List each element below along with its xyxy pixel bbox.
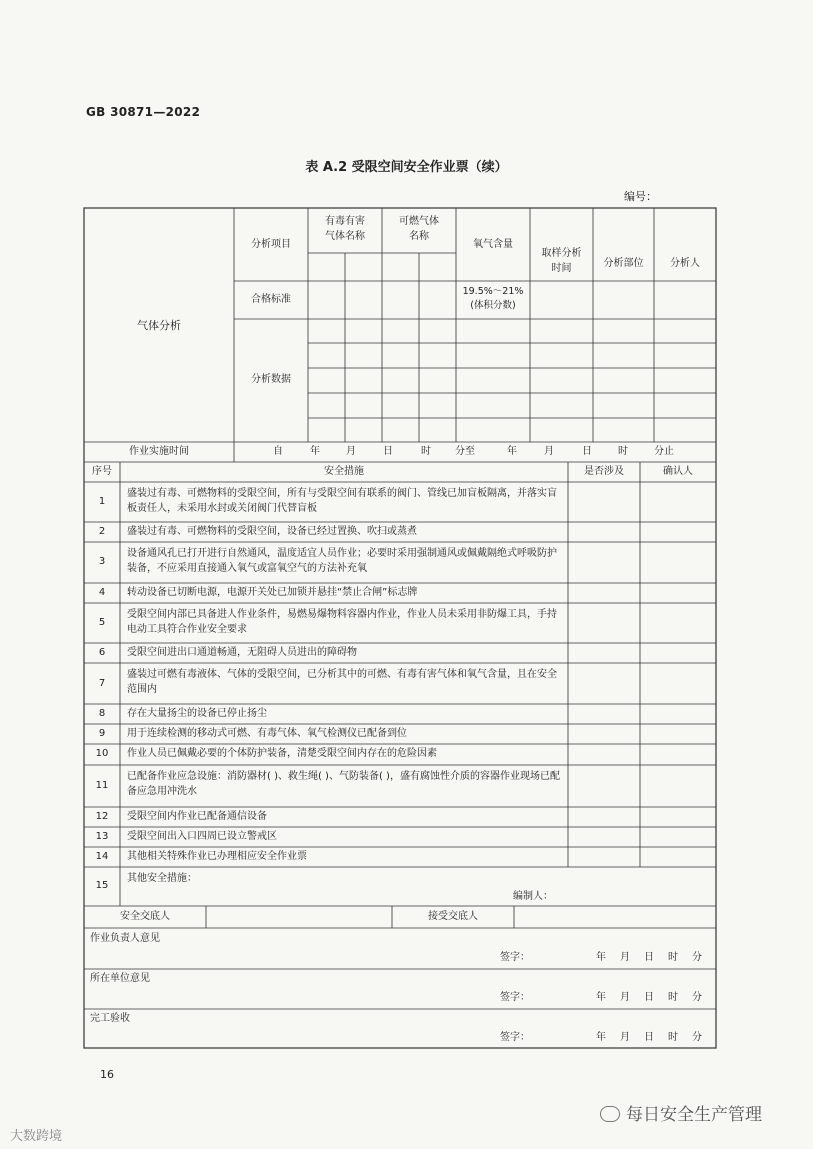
wechat-icon <box>600 1106 620 1122</box>
sign-hour: 时 <box>668 952 678 963</box>
work-time-day: 日 <box>383 446 393 457</box>
measure-no-header: 序号 <box>92 466 112 477</box>
measure-text: 受限空间进出口通道畅通，无阻碍人员进出的障碍物 <box>127 647 357 658</box>
analysis-data-label: 分析数据 <box>251 374 291 385</box>
sign-label: 签字： <box>500 992 530 1003</box>
page-number: 16 <box>100 1068 114 1081</box>
measure-no: 3 <box>98 556 106 567</box>
analysis-part-header: 分析部位 <box>603 258 644 269</box>
measure-text: 存在大量扬尘的设备已停止扬尘 <box>127 708 267 719</box>
briefing-receiver-label: 接受交底人 <box>428 911 478 922</box>
watermark-account <box>600 1100 762 1125</box>
measure-no: 13 <box>95 831 109 842</box>
sign-day: 日 <box>644 992 654 1003</box>
sign-hour: 时 <box>668 1032 678 1043</box>
measure-no: 11 <box>95 780 109 791</box>
involved-header: 是否涉及 <box>584 466 624 477</box>
work-time-end-year: 年 <box>507 446 517 457</box>
measure-no: 5 <box>98 617 106 628</box>
work-time-year: 年 <box>310 446 320 457</box>
measure-no: 14 <box>95 851 109 862</box>
measure-text: 其他安全措施： <box>127 873 197 884</box>
sign-day: 日 <box>644 952 654 963</box>
qualified-standard-label: 合格标准 <box>251 294 291 305</box>
measure-header: 安全措施 <box>324 466 364 477</box>
measure-text: 盛装过有毒、可燃物料的受限空间，设备已经过置换、吹扫或蒸煮 <box>127 526 417 537</box>
work-time-to: 分至 <box>455 446 475 457</box>
sign-month: 月 <box>620 992 630 1003</box>
measure-no: 2 <box>98 526 106 537</box>
sampling-time-header: 取样分析 时间 <box>541 248 582 274</box>
sign-year: 年 <box>596 1032 606 1043</box>
gas-analysis-label: 气体分析 <box>137 319 181 332</box>
analyst-header: 分析人 <box>670 258 700 269</box>
measure-no: 15 <box>95 880 109 891</box>
measure-text: 其他相关特殊作业已办理相应安全作业票 <box>127 851 307 862</box>
analysis-item-label: 分析项目 <box>251 239 291 250</box>
watermark-account-text: 每日安全生产管理 <box>626 1105 762 1125</box>
measure-no: 7 <box>98 678 106 689</box>
sign-month: 月 <box>620 1032 630 1043</box>
work-time-end: 分止 <box>654 446 674 457</box>
compiler-label: 编制人： <box>513 891 553 902</box>
flammable-gas-header: 可燃气体 名称 <box>399 216 439 242</box>
work-time-month: 月 <box>346 446 356 457</box>
measure-text: 受限空间出入口四周已设立警戒区 <box>127 831 277 842</box>
measure-text: 转动设备已切断电源，电源开关处已加锁并悬挂“禁止合闸”标志牌 <box>127 587 418 598</box>
sign-month: 月 <box>620 952 630 963</box>
sign-minute: 分 <box>692 952 702 963</box>
confirmer-header: 确认人 <box>663 466 693 477</box>
measure-text: 作业人员已佩戴必要的个体防护装备，清楚受限空间内存在的危险因素 <box>127 748 437 759</box>
sign-year: 年 <box>596 952 606 963</box>
table-title: 表 A.2 受限空间安全作业票（续） <box>305 160 508 175</box>
toxic-gas-header: 有毒有害 气体名称 <box>325 216 365 242</box>
measure-text: 设备通风孔已打开进行自然通风，温度适宜人员作业；必要时采用强制通风或佩戴隔绝式呼吸防护装备，不应采用直接通入氧气或富氧空气的方法补充氧 <box>127 548 557 574</box>
sign-year: 年 <box>596 992 606 1003</box>
measure-text: 盛装过有毒、可燃物料的受限空间，所有与受限空间有联系的阀门、管线已加盲板隔离，并落实盲板责任人，未采用水封或关闭阀门代替盲板 <box>127 488 557 514</box>
measure-no: 10 <box>95 748 109 759</box>
serial-number-label: 编号： <box>624 190 657 203</box>
oxygen-content-header: 氧气含量 <box>473 239 513 250</box>
work-time-hour: 时 <box>421 446 431 457</box>
measure-no: 8 <box>98 708 106 719</box>
measure-no: 1 <box>98 496 106 507</box>
safety-briefer-label: 安全交底人 <box>120 911 170 922</box>
watermark-source: 大数跨境 <box>10 1129 63 1144</box>
measure-text: 受限空间内作业已配备通信设备 <box>127 811 267 822</box>
sign-label: 签字： <box>500 1032 530 1043</box>
work-time-label: 作业实施时间 <box>129 446 189 457</box>
sign-day: 日 <box>644 1032 654 1043</box>
work-time-end-hour: 时 <box>618 446 628 457</box>
work-time-end-day: 日 <box>582 446 592 457</box>
measure-no: 12 <box>95 811 109 822</box>
measure-no: 9 <box>98 728 106 739</box>
measure-text: 受限空间内部已具备进人作业条件，易燃易爆物料容器内作业，作业人员未采用非防爆工具，手持电动工具符合作业安全要求 <box>127 609 557 635</box>
sign-label: 签字： <box>500 952 530 963</box>
opinion-title: 作业负责人意见 <box>90 933 160 944</box>
measure-text: 盛装过可燃有毒液体、气体的受限空间，已分析其中的可燃、有毒有害气体和氧气含量，且在安全范围内 <box>127 669 557 695</box>
measure-text: 已配备作业应急设施：消防器材( )、救生绳( )、气防装备( )，盛有腐蚀性介质的容器作业现场已配备应急用冲洗水 <box>127 771 560 797</box>
sign-minute: 分 <box>692 1032 702 1043</box>
sign-hour: 时 <box>668 992 678 1003</box>
opinion-title: 完工验收 <box>90 1013 130 1024</box>
opinion-title: 所在单位意见 <box>90 973 150 984</box>
work-time-from: 自 <box>273 446 283 457</box>
sign-minute: 分 <box>692 992 702 1003</box>
measure-text: 用于连续检测的移动式可燃、有毒气体、氧气检测仪已配备到位 <box>127 728 407 739</box>
measure-no: 6 <box>98 647 106 658</box>
standard-number: GB 30871—2022 <box>86 105 201 119</box>
work-time-end-month: 月 <box>544 446 554 457</box>
measure-no: 4 <box>98 587 106 598</box>
oxygen-standard-value: 19.5%～21% (体积分数) <box>462 286 524 312</box>
